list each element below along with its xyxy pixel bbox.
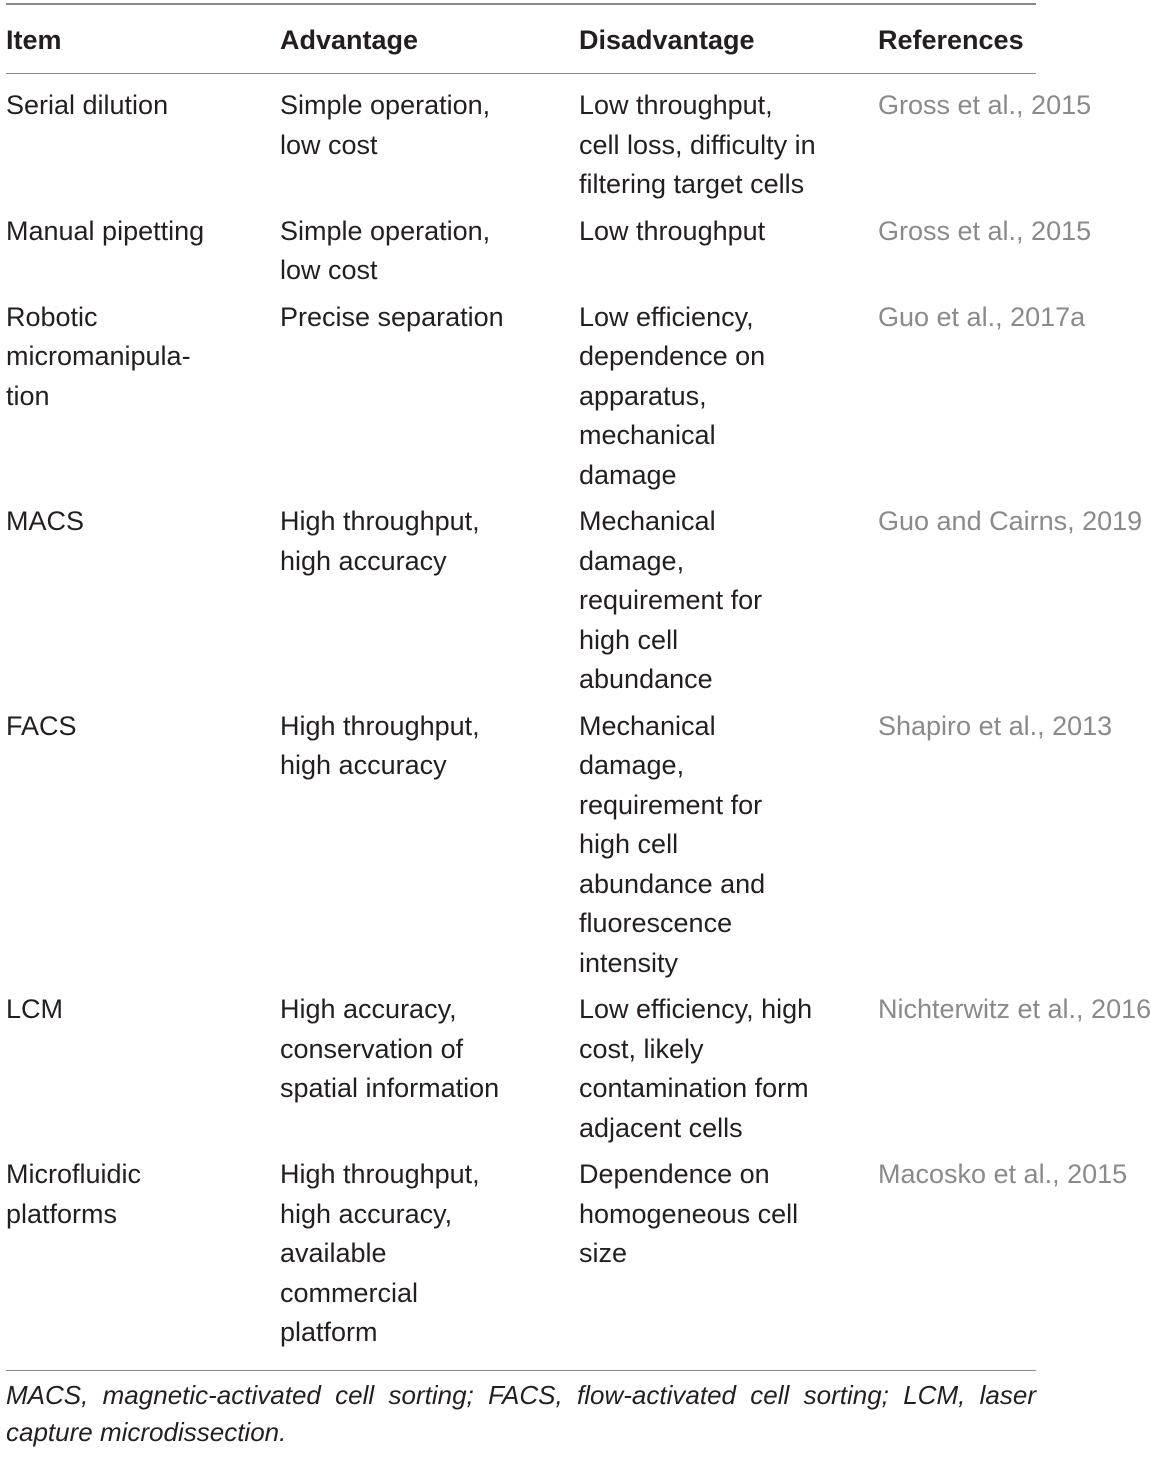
table-row bbox=[6, 502, 1036, 707]
cell-disadvantage: Low efficiency, dependence on apparatus, mechanical damage bbox=[579, 301, 766, 490]
table-bottom-rule bbox=[6, 1370, 1036, 1372]
table-row bbox=[6, 298, 1036, 503]
cell-item: Manual pipetting bbox=[6, 215, 205, 246]
cell-advantage: Precise separation bbox=[280, 301, 504, 332]
cell-disadvantage: Dependence on homogeneous cell size bbox=[579, 1159, 799, 1268]
table-row bbox=[6, 1155, 1036, 1360]
table-row bbox=[6, 74, 1036, 212]
comparison-table-container bbox=[6, 0, 1151, 1451]
cell-item: LCM bbox=[6, 994, 64, 1024]
header-item: Item bbox=[6, 5, 280, 74]
cell-item: FACS bbox=[6, 710, 77, 741]
cell-disadvantage: Low throughput, cell loss, difficulty in filtering target cells bbox=[579, 90, 816, 199]
cell-item: Serial dilution bbox=[6, 90, 169, 120]
cell-advantage: High throughput, high accuracy bbox=[280, 506, 480, 576]
cell-advantage: Simple operation, low cost bbox=[280, 215, 491, 285]
cell-item: Microfluidic platforms bbox=[6, 1159, 142, 1229]
table-row bbox=[6, 212, 1036, 298]
header-advantage: Advantage bbox=[280, 5, 579, 74]
cell-item: Robotic micromanipula- tion bbox=[6, 301, 191, 411]
table-row bbox=[6, 990, 1036, 1155]
cell-reference-link[interactable]: Guo et al., 2017a bbox=[878, 301, 1086, 332]
cell-reference-link[interactable]: Macosko et al., 2015 bbox=[878, 1159, 1128, 1189]
cell-advantage: Simple operation, low cost bbox=[280, 90, 491, 160]
cell-advantage: High throughput, high accuracy bbox=[280, 710, 480, 780]
cell-advantage: High throughput, high accuracy, available commercial platform bbox=[280, 1159, 480, 1347]
cell-disadvantage: Low throughput bbox=[579, 215, 766, 246]
cell-disadvantage: Mechanical damage, requirement for high cell abundance bbox=[579, 506, 763, 694]
cell-reference-link[interactable]: Nichterwitz et al., 2016 bbox=[878, 994, 1151, 1024]
table-footnote: MACS, magnetic-activated cell sorting; FACS, flow-activated cell sorting; LCM, laser capture microdissection. bbox=[6, 1380, 1036, 1447]
header-references: References bbox=[878, 5, 1036, 74]
cell-advantage: High accuracy, conservation of spatial information bbox=[280, 994, 500, 1103]
comparison-table bbox=[6, 5, 1151, 1360]
cell-disadvantage: Low efficiency, high cost, likely contamination form adjacent cells bbox=[579, 994, 813, 1143]
table-header-row bbox=[6, 5, 1036, 74]
cell-reference-link[interactable]: Gross et al., 2015 bbox=[878, 215, 1092, 246]
cell-reference-link[interactable]: Guo and Cairns, 2019 bbox=[878, 506, 1143, 536]
cell-reference-link[interactable]: Gross et al., 2015 bbox=[878, 90, 1092, 120]
table-row bbox=[6, 707, 1036, 991]
cell-reference-link[interactable]: Shapiro et al., 2013 bbox=[878, 710, 1113, 741]
cell-disadvantage: Mechanical damage, requirement for high cell abundance and fluorescence intensity bbox=[579, 710, 766, 978]
header-disadvantage: Disadvantage bbox=[579, 5, 878, 74]
cell-item: MACS bbox=[6, 506, 85, 536]
